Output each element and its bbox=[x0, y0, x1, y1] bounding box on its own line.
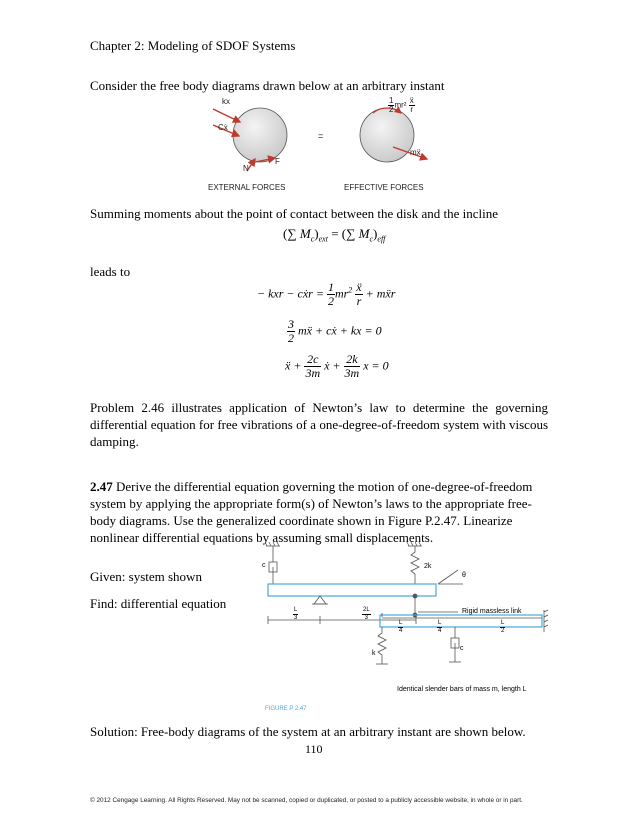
external-forces-caption: EXTERNAL FORCES bbox=[208, 183, 286, 192]
problem-statement: Derive the differential equation governing the motion of one-degree-of-freedom system by applying the appropriate form(s) of Newton’s laws to the appropriate free-body diagrams. Use the generalized coordinate shown in Figure P.2.47. Linearize nonlinear differential equations by assuming small displacements. bbox=[90, 479, 533, 545]
solution-text: Solution: Free-body diagrams of the system at an arbitrary instant are shown below. bbox=[90, 724, 526, 739]
n-label: N bbox=[243, 164, 249, 173]
external-disk bbox=[233, 108, 287, 162]
equation-1: − kxr − cẋr = $\frac{1}{2}$ $mr^2$ $\frac{\text{ẍ}}{r}$ + mẍr bbox=[257, 280, 396, 308]
fig-len-3: $\frac{L}{4}$ bbox=[399, 620, 403, 634]
leads-to-text: leads to bbox=[90, 264, 131, 279]
intro-text: Consider the free body diagrams drawn below at an arbitrary instant bbox=[90, 78, 445, 93]
kx-label: kx bbox=[222, 97, 230, 106]
moment-equation: (∑ $M_c)_{ext}$ = (∑ $M_c)_{eff}$ bbox=[283, 226, 386, 244]
chapter-header: Chapter 2: Modeling of SDOF Systems bbox=[90, 38, 296, 53]
fig-len-5: $\frac{L}{2}$ bbox=[501, 620, 505, 634]
problem-247 bbox=[90, 478, 540, 546]
given-text: Given: system shown bbox=[90, 569, 202, 584]
kx-arrow bbox=[213, 109, 240, 122]
effective-disk bbox=[360, 108, 414, 162]
problem-number: 2.47 bbox=[90, 479, 113, 494]
fig-len-1: $\frac{L}{3}$ bbox=[294, 607, 298, 621]
summing-text: Summing moments about the point of contact between the disk and the incline bbox=[90, 206, 498, 221]
equation-3: ẍ + $\frac{2c}{3m}$ ẋ + $\frac{2k}{3m}$ x = 0 bbox=[285, 352, 389, 380]
fig-c-label: c bbox=[262, 562, 266, 569]
fig-2k-label: 2k bbox=[424, 563, 432, 570]
effective-forces-caption: EFFECTIVE FORCES bbox=[344, 183, 424, 192]
cx-label: Cẋ bbox=[218, 123, 228, 132]
figure-p247 bbox=[258, 540, 550, 710]
fig-caption: FIGURE P 2.47 bbox=[265, 706, 307, 712]
fig-theta-label: θ bbox=[462, 572, 466, 579]
fig-len-4: $\frac{L}{4}$ bbox=[438, 620, 442, 634]
fig-c2-label: c bbox=[460, 645, 464, 652]
fbd-equals: = bbox=[318, 131, 324, 141]
page-number: 110 bbox=[305, 742, 323, 756]
fig-len-2: $\frac{2L}{3}$ bbox=[363, 607, 370, 621]
copyright-footer: © 2012 Cengage Learning. All Rights Reserved. May not be scanned, copied or duplicated, or posted to a publicly accessible website, in whole or in part. bbox=[90, 797, 523, 804]
find-text: Find: differential equation bbox=[90, 596, 227, 611]
fig-k-label: k bbox=[372, 650, 376, 657]
fig-bars-caption: Identical slender bars of mass m, length L bbox=[397, 686, 527, 693]
inertia-label: mẍ bbox=[410, 148, 421, 157]
equation-2: $\frac{3}{2}$ mẍ + cẋ + kx = 0 bbox=[288, 317, 382, 345]
fig-rigid-link-label: Rigid massless link bbox=[462, 608, 522, 615]
problem-note: Problem 2.46 illustrates application of Newton’s law to determine the governing differential equation for free vibrations of a one-degree-of-freedom system with viscous damping. bbox=[90, 400, 548, 449]
f-label: F bbox=[275, 157, 280, 166]
rotational-inertia-label: $\frac{1}{2}$ mr² $\frac{\text{ẍ}}{r}$ bbox=[389, 96, 414, 114]
